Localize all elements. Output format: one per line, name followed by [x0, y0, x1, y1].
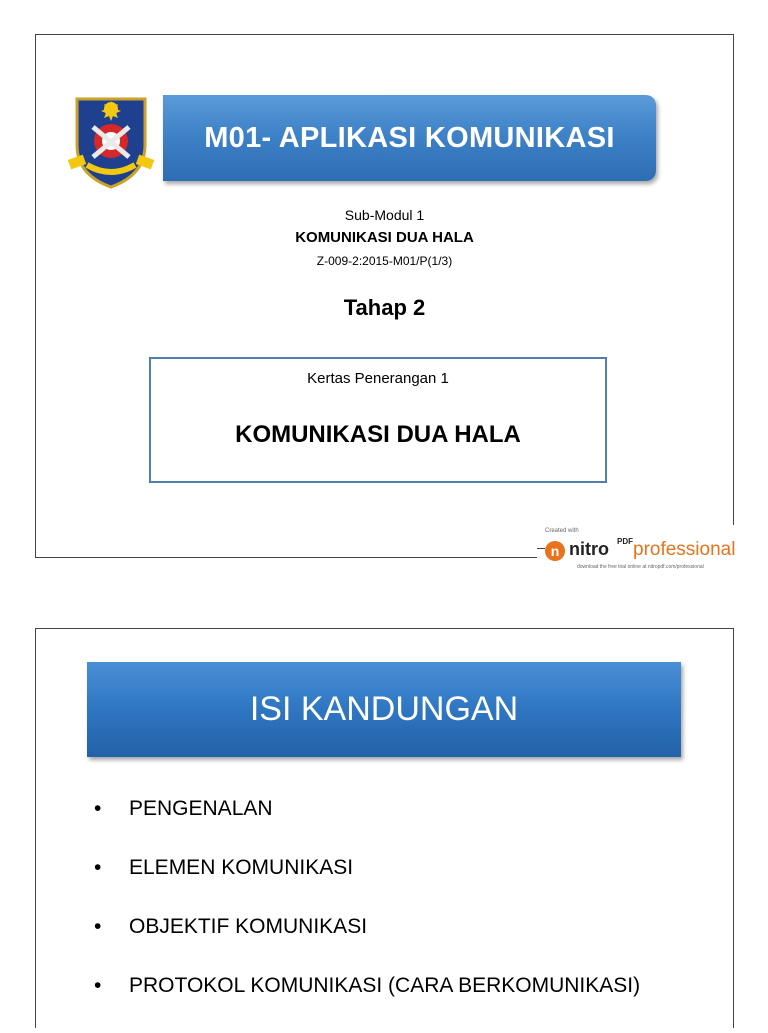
slide-2 — [35, 628, 734, 1028]
module-code: Z-009-2:2015-M01/P(1/3) — [316, 254, 453, 268]
list-item — [94, 797, 640, 856]
nitro-watermark — [537, 525, 768, 575]
list-item-label: PROTOKOL KOMUNIKASI (CARA BERKOMUNIKASI) — [129, 974, 641, 997]
sub-modul-title: KOMUNIKASI DUA HALA — [295, 229, 474, 246]
info-sheet-box — [149, 357, 607, 483]
level-label: Tahap 2 — [343, 295, 426, 320]
info-sheet-title: KOMUNIKASI DUA HALA — [235, 421, 521, 448]
list-item — [94, 974, 640, 1033]
watermark-product: professional — [633, 539, 736, 560]
slide-1 — [35, 34, 734, 558]
watermark-rule — [537, 548, 545, 549]
watermark-trial-text: download the free trial online at nitropdf.com/professional — [577, 564, 704, 570]
list-item-label: OBJEKTIF KOMUNIKASI — [129, 915, 368, 938]
list-item-label: PENGENALAN — [129, 797, 273, 820]
list-item-label: ELEMEN KOMUNIKASI — [129, 856, 354, 879]
watermark-brand: nitro — [569, 539, 609, 559]
info-sheet-label: Kertas Penerangan 1 — [307, 370, 449, 387]
nitro-logo-icon: n — [545, 541, 565, 561]
list-item — [94, 856, 640, 915]
bullet: • — [94, 974, 102, 997]
institution-crest-icon — [67, 87, 155, 191]
watermark-brand-sup: PDF — [617, 537, 633, 546]
bullet: • — [94, 915, 102, 938]
list-item — [94, 915, 640, 974]
contents-list — [94, 797, 640, 1033]
sub-modul-label: Sub-Modul 1 — [344, 207, 425, 223]
watermark-created-with: Created with — [545, 528, 579, 534]
bullet: • — [94, 797, 102, 820]
module-title-banner: M01- APLIKASI KOMUNIKASI — [163, 95, 656, 181]
contents-title-banner: ISI KANDUNGAN — [87, 662, 681, 757]
bullet: • — [94, 856, 102, 879]
